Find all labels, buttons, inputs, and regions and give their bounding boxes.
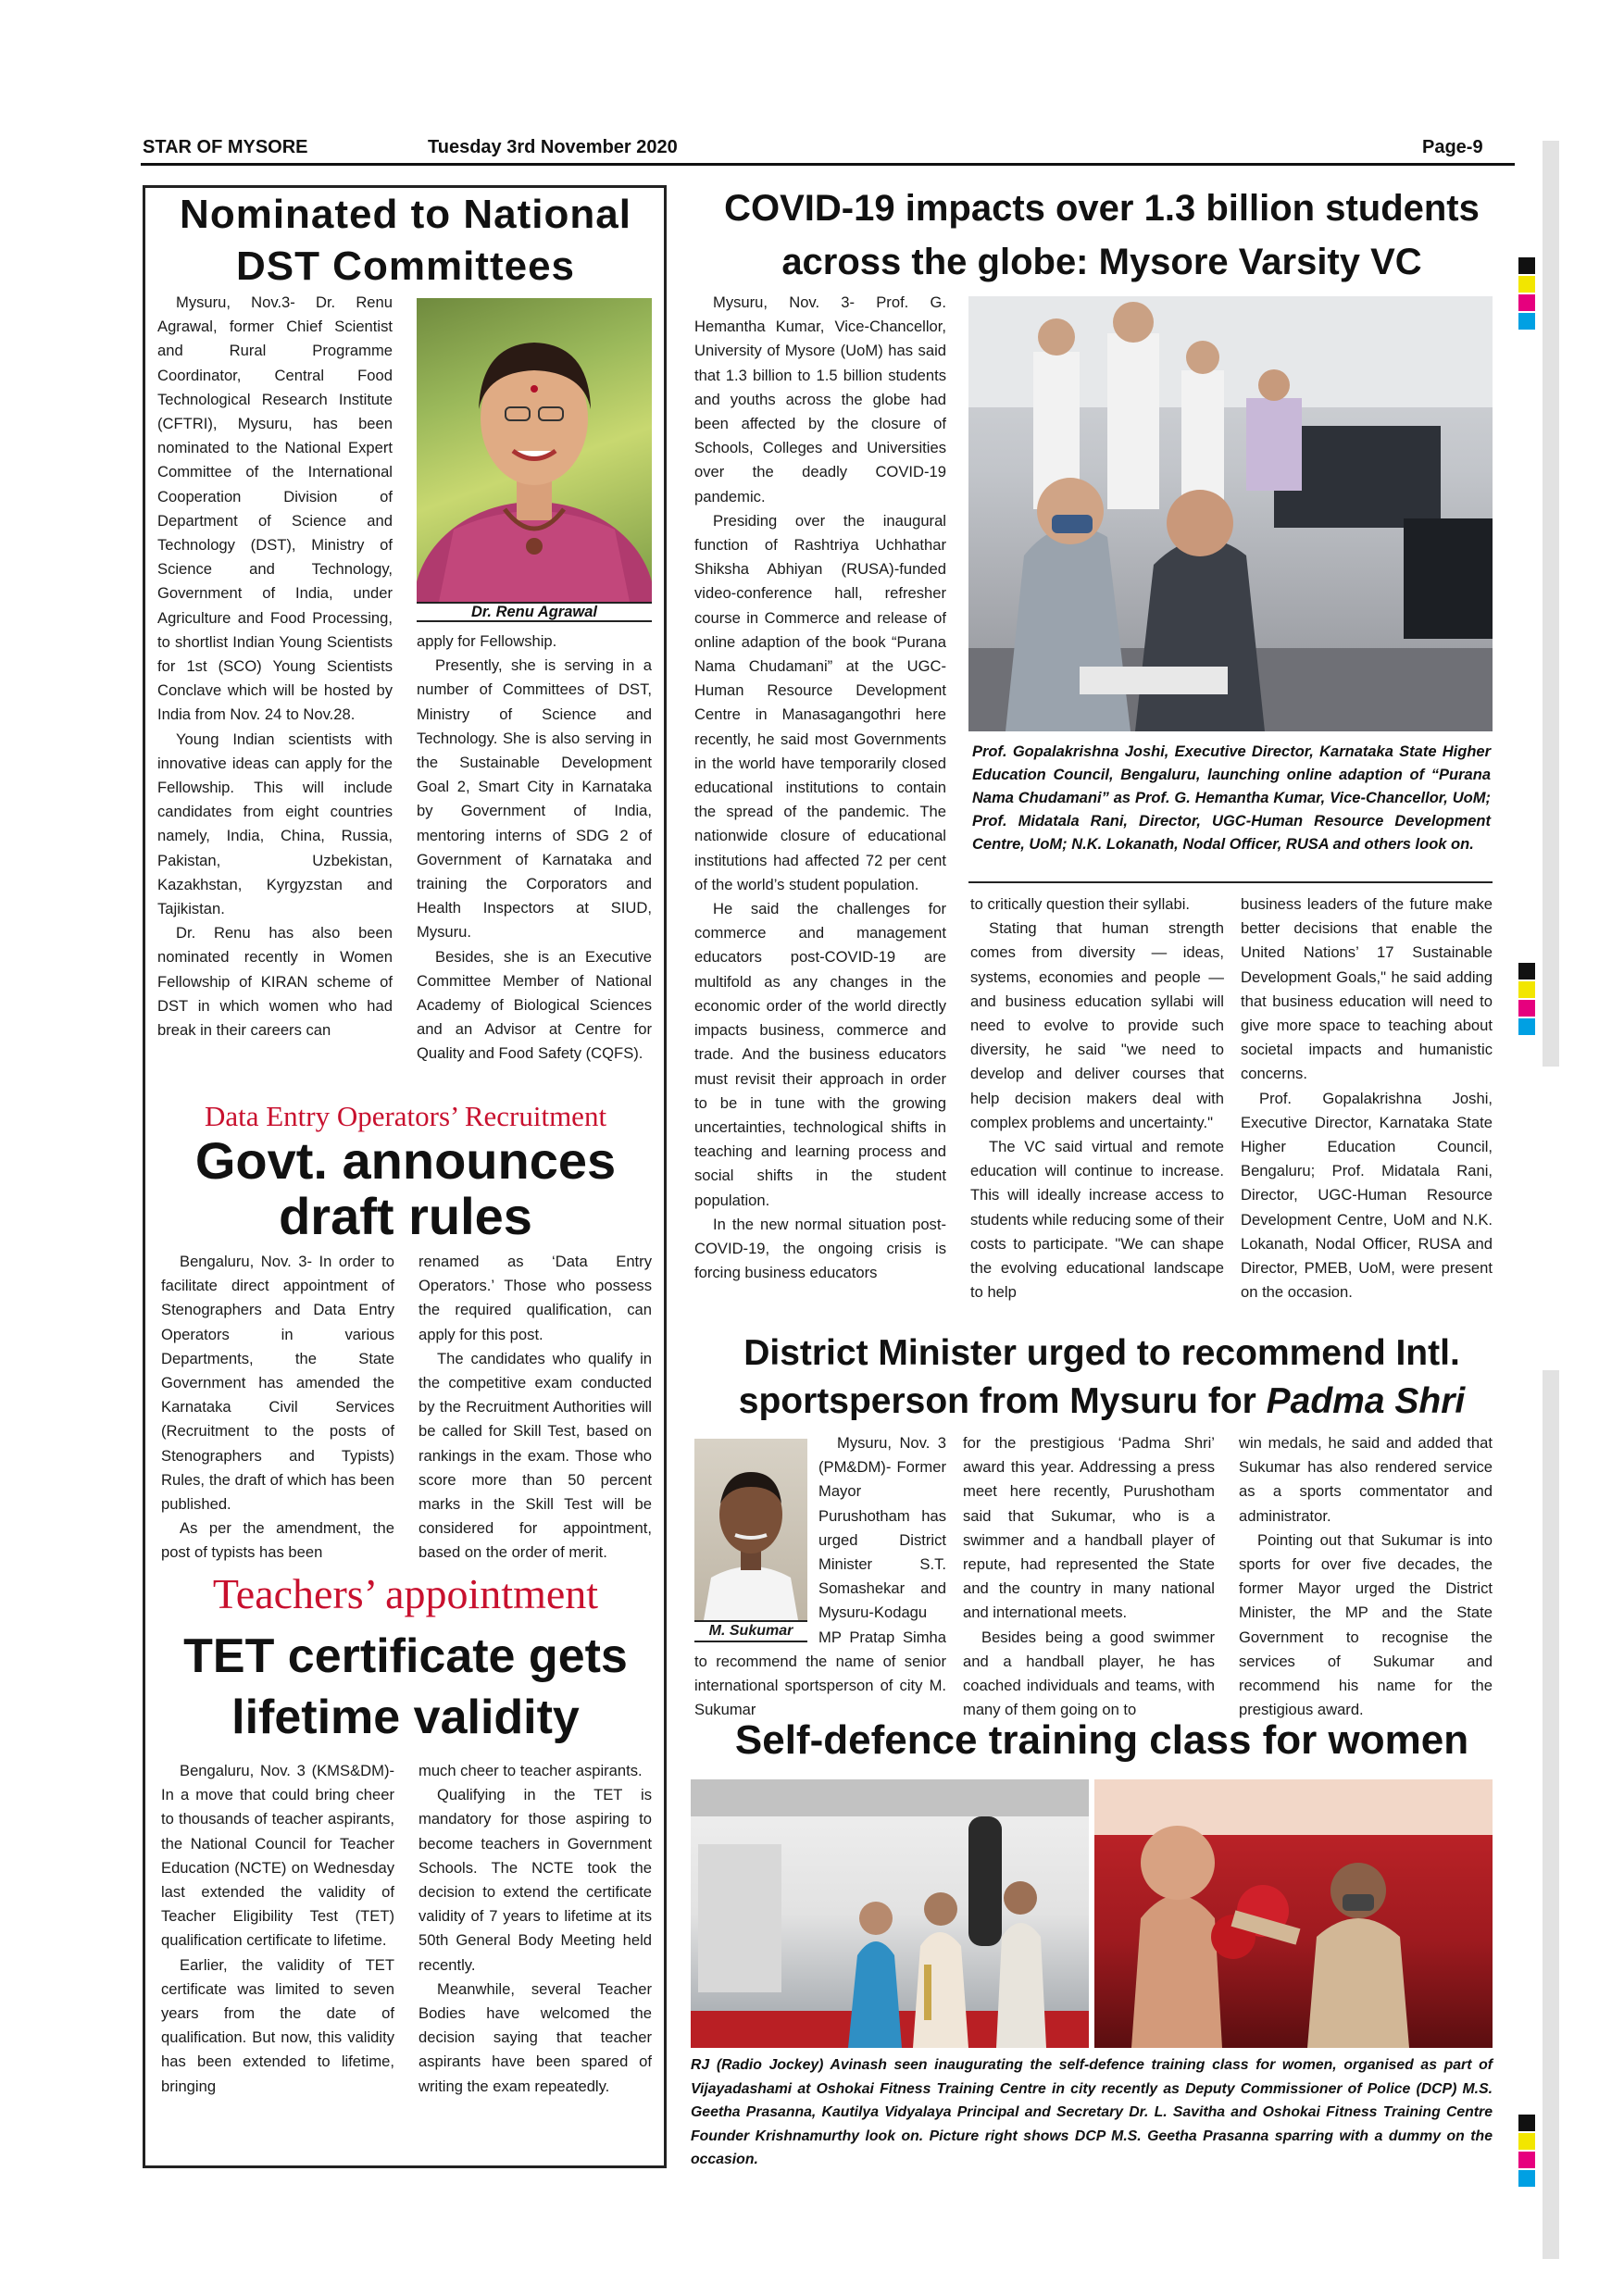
sparring-scene-illustration — [1094, 1779, 1493, 2048]
deo-column-2 — [418, 1250, 652, 1566]
covid-paragraph: business leaders of the future make better decisions that enable the United Nations’ 17 Sustainable Development Goals," he said adding that business education will need to give more space to teaching about societal impacts and humanistic concerns. — [1241, 895, 1493, 1083]
padma-photo-caption: M. Sukumar — [694, 1620, 807, 1642]
dst-headline — [148, 189, 663, 293]
masthead-page: Page-9 — [1422, 137, 1483, 157]
dst-photo — [417, 298, 652, 602]
covid-paragraph: to critically question their syllabi. — [970, 895, 1191, 913]
margin-bar-top — [1543, 141, 1559, 1067]
margin-bar-bottom — [1543, 1370, 1559, 2259]
deo-headline-line1: Govt. announces — [194, 1131, 617, 1190]
tet-kicker: Teachers’ appointment — [212, 1570, 599, 1617]
tet-headline — [148, 1626, 663, 1748]
padma-column-2 — [963, 1431, 1215, 1722]
tet-column-1 — [161, 1759, 394, 2099]
padma-headline-line1: District Minister urged to recommend Intl. — [743, 1333, 1460, 1373]
meeting-scene-illustration — [968, 296, 1493, 731]
tet-paragraph: Meanwhile, several Teacher Bodies have welcomed the decision saying that teacher aspirants have been spared of writing the exam repeatedly. — [418, 1979, 652, 2095]
registration-mark — [1518, 276, 1535, 293]
covid-paragraph: Stating that human strength comes from diversity — ideas, systems, economies and people — and business education syllabi will need to evolve to provide such diversity, he said "we need to develop and deliver courses that help decision makers deal with complex problems and uncertainty." — [970, 919, 1224, 1131]
deo-kicker: Data Entry Operators’ Recruitment — [204, 1100, 607, 1132]
covid-headline — [685, 181, 1518, 289]
dst-paragraph: Young Indian scientists with innovative ideas can apply for the Fellowship. This will include candidates from eight countries namely, India, China, Russia, Pakistan, Uzbekistan, Kazakhstan, Kyrgyzstan and Tajikistan. — [157, 730, 393, 918]
deo-paragraph: Bengaluru, Nov. 3- In order to facilitate direct appointment of Stenographers and Data Entry Operators in various Departments, the State Government has amended the Karnataka Civil Services (Recruitment to the posts of Stenographers and Typists) Rules, the draft of which has been published. — [161, 1253, 394, 1514]
registration-mark — [1518, 2133, 1535, 2150]
padma-photo-frame — [694, 1439, 807, 1644]
portrait-woman-illustration — [417, 298, 652, 602]
deo-headline — [148, 1133, 663, 1244]
masthead-date: Tuesday 3rd November 2020 — [428, 137, 678, 157]
padma-column-1 — [694, 1431, 946, 1722]
padma-paragraph: for the prestigious ‘Padma Shri’ award this year. Addressing a press meet here recently, Purushotham said that Sukumar, who is a swimmer and a handball player of repute, had represented the State and the country in many national and international meets. — [963, 1434, 1215, 1622]
inauguration-scene-illustration — [691, 1779, 1089, 2048]
padma-column-3 — [1239, 1431, 1493, 1722]
portrait-man-illustration — [694, 1439, 807, 1620]
deo-paragraph: As per the amendment, the post of typists has been — [161, 1519, 394, 1562]
padma-headline-italic: Padma Shri — [1266, 1381, 1466, 1421]
registration-mark — [1518, 2115, 1535, 2131]
covid-photo — [968, 296, 1493, 731]
padma-paragraph: Besides being a good swimmer and a handball player, he has coached individuals and teams, with many of them going on to — [963, 1628, 1215, 1719]
dst-headline-line1: Nominated to National — [180, 192, 631, 237]
tet-paragraph: much cheer to teacher aspirants. — [418, 1762, 643, 1779]
tet-column-2 — [418, 1759, 652, 2099]
padma-headline-line2 — [685, 1378, 1518, 1426]
covid-column-2 — [970, 892, 1224, 1304]
deo-paragraph: The candidates who qualify in the competitive exam conducted by the Recruitment Authorities will be called for Skill Test, based on rankings in the exam. Those who score more than 50 percent marks in the Skill Test will be considered for appointment, based on the order of merit. — [418, 1349, 652, 1562]
registration-mark — [1518, 1000, 1535, 1017]
dst-headline-line2: DST Committees — [235, 243, 576, 289]
covid-paragraph: He said the challenges for commerce and management educators post-COVID-19 are multifold as any changes in the economic order of the world directly impacts business, commerce and trade. And the business educators must revisit their approach in order to be in tune with the growing uncertainties, technological shifts in teaching and learning process and social shifts in the student population. — [694, 900, 946, 1209]
covid-headline-line2: across the globe: Mysore Varsity VC — [781, 242, 1422, 282]
covid-photo-caption: Prof. Gopalakrishna Joshi, Executive Director, Karnataka State Higher Education Council, Bengaluru, launching online adaption of “Purana Nama Chudamani” as Prof. G. Hemantha Kumar, Vice-Chancellor, UoM; Prof. Midatala Rani, Director, UGC-Human Resource Development Centre, UoM; N.K. Lokanath, Nodal Officer, RUSA and others look on. — [972, 743, 1491, 853]
covid-paragraph: Presiding over the inaugural function of Rashtriya Uchhathar Shiksha Abhiyan (RUSA)-funded video-conference hall, refresher course in Commerce and release of online adaption of the book “Purana Nama Chudamani” at the UGC-Human Resource Development Centre in Manasagangothri here recently, he said most Governments in the world have temporarily closed educational institutions to contain the spread of the pandemic. The nationwide closure of educational institutions had affected 72 per cent of the world’s student population. — [694, 511, 946, 893]
registration-mark — [1518, 2170, 1535, 2187]
registration-mark — [1518, 294, 1535, 311]
covid-column-1 — [694, 291, 946, 1285]
covid-caption-rule — [968, 881, 1493, 883]
dst-paragraph: Besides, she is an Executive Committee Member of National Academy of Biological Sciences and an Advisor at Centre for Quality and Food Safety (CQFS). — [417, 947, 652, 1063]
tet-headline-line1: TET certificate gets — [183, 1629, 628, 1683]
dst-photo-caption: Dr. Renu Agrawal — [417, 602, 652, 622]
padma-photo — [694, 1439, 807, 1620]
deo-paragraph: renamed as ‘Data Entry Operators.’ Those who possess the required qualification, can apply for this post. — [418, 1253, 652, 1343]
dst-column-2 — [417, 630, 652, 1067]
tet-paragraph: Earlier, the validity of TET certificate was limited to seven years from the date of qualification. But now, this validity has been extended to lifetime, bringing — [161, 1955, 394, 2095]
registration-mark — [1518, 1018, 1535, 1035]
covid-paragraph: In the new normal situation post-COVID-19, the ongoing crisis is forcing business educators — [694, 1215, 946, 1282]
covid-column-3 — [1241, 892, 1493, 1304]
registration-mark — [1518, 963, 1535, 980]
padma-headline — [685, 1329, 1518, 1426]
tet-headline-line2: lifetime validity — [231, 1691, 580, 1744]
dst-paragraph: apply for Fellowship. — [417, 632, 557, 650]
covid-paragraph: Prof. Gopalakrishna Joshi, Executive Director, Karnataka State Higher Education Council, Bengaluru; Prof. Midatala Rani, Director, UGC-Human Resource Development Centre, UoM and N.K. Lokanath, Nodal Officer, RUSA and Director, PMEB, UoM, were present on the occasion. — [1241, 1089, 1493, 1302]
tet-paragraph: Bengaluru, Nov. 3 (KMS&DM)- In a move that could bring cheer to thousands of teacher aspirants, the National Council for Teacher Education (NCTE) on Wednesday last extended the validity of Teacher Eligibility Test (TET) qualification certificate to lifetime. — [161, 1762, 394, 1950]
deo-column-1 — [161, 1250, 394, 1566]
registration-mark — [1518, 2152, 1535, 2168]
padma-paragraph: Mysuru, Nov. 3 (PM&DM)- Former Mayor Purushotham has urged District Minister S.T. Somashekar and Mysuru-Kodagu MP Pratap Simha to recommend the name of senior international sportsperson of city M. Sukumar — [694, 1434, 946, 1719]
dst-paragraph: Mysuru, Nov.3- Dr. Renu Agrawal, former Chief Scientist and Rural Programme Coordinator, Central Food Technological Research Institute (CFTRI), Mysuru, has been nominated to the National Expert Committee of the International Cooperation Division of Department of Science and Technology (DST), Ministry of Science and Technology, Government of India, under Agriculture and Food Processing, to shortlist Indian Young Scientists for 1st (SCO) Young Scientists Conclave which will be hosted by India from Nov. 24 to Nov.28. — [157, 293, 393, 724]
dst-paragraph: Dr. Renu has also been nominated recently in Women Fellowship of KIRAN scheme of DST in which women who had break in their careers can — [157, 924, 393, 1040]
dst-column-1 — [157, 291, 393, 1042]
selfdefence-headline: Self-defence training class for women — [734, 1717, 1469, 1763]
covid-paragraph: Mysuru, Nov. 3- Prof. G. Hemantha Kumar, Vice-Chancellor, University of Mysore (UoM) has said that 1.3 billion to 1.5 billion students and youths across the globe had been affected by the closure of Schools, Colleges and Universities over the deadly COVID-19 pandemic. — [694, 293, 946, 505]
padma-paragraph: Pointing out that Sukumar is into sports for over five decades, the former Mayor urged the District Minister, the MP and the State Government to recognise the services of Sukumar and recommend his name for the prestigious award. — [1239, 1530, 1493, 1719]
selfdefence-caption: RJ (Radio Jockey) Avinash seen inaugurating the self-defence training class for women, organised as part of Vijayadashami at Oshokai Fitness Training Centre in city recently as Deputy Commissioner of Police (DCP) M.S. Geetha Prasanna, Kautilya Vidyalaya Principal and Secretary Dr. L. Savitha and Oshokai Fitness Training Centre Founder Krishnamurthy look on. Picture right shows DCP M.S. Geetha Prasanna sparring with a dummy on the occasion. — [691, 2057, 1493, 2167]
tet-paragraph: Qualifying in the TET is mandatory for those aspiring to become teachers in Government Schools. The NCTE took the decision to extend the certificate validity of 7 years to lifetime at its 50th General Body Meeting held recently. — [418, 1786, 652, 1974]
registration-mark — [1518, 981, 1535, 998]
padma-headline-line2-text: sportsperson from Mysuru for — [738, 1381, 1267, 1421]
selfdefence-photo-left — [691, 1779, 1089, 2048]
deo-headline-line2: draft rules — [279, 1187, 532, 1245]
covid-paragraph: The VC said virtual and remote education will continue to increase. This will ideally increase access to students while reducing some of their costs to participate. "We can shape the evolving educational landscape to help — [970, 1138, 1224, 1302]
registration-mark — [1518, 313, 1535, 330]
masthead-rule — [141, 163, 1515, 166]
covid-headline-line1: COVID-19 impacts over 1.3 billion students — [724, 188, 1480, 229]
registration-mark — [1518, 257, 1535, 274]
masthead-paper: STAR OF MYSORE — [143, 137, 308, 157]
selfdefence-photo-right — [1094, 1779, 1493, 2048]
dst-paragraph: Presently, she is serving in a number of Committees of DST, Ministry of Science and Technology. She is also serving in the Sustainable Development Goal 2, Smart City in Karnataka by Government of India, mentoring interns of SDG 2 of Government of Karnataka and training the Corporators and Health Inspectors at SIUD, Mysuru. — [417, 656, 652, 942]
padma-paragraph: win medals, he said and added that Sukumar has also rendered service as a sports commentator and administrator. — [1239, 1434, 1493, 1525]
